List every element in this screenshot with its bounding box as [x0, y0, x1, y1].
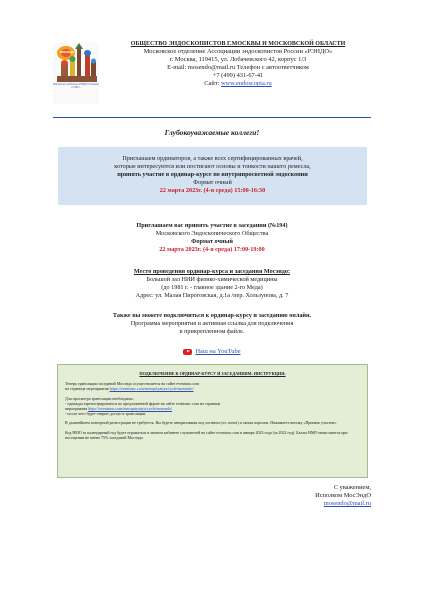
signoff-line-1: С уважением, [333, 484, 371, 491]
online-block [53, 312, 371, 336]
venue-address: Адрес: ул. Малая Пироговская, д.1а /пер. Хользунова, д. 7 [135, 292, 289, 299]
meeting-line-1: Приглашаем вас принять участие в заседании (№194) [136, 222, 288, 229]
org-phone: +7 (499) 431-67-41 [212, 72, 264, 80]
invite-line-2: которые интересуются или постигают основы и тонкости нашего ремесла, [114, 163, 311, 170]
meeting-block [53, 222, 371, 254]
event-page-link-1[interactable]: https://eventsmc.com/meropriyatiya/cycle/mosendo/ [109, 386, 194, 392]
meeting-line-2: Московского Эндоскопического Общества [155, 230, 269, 237]
venue-line-2: (до 1981 г. - главное здание 2-го Меда) [161, 284, 263, 291]
instructions-p1-text: Теперь трансляции заседаний Мосэндо осуществляется на сайте eventsmc.com [65, 381, 200, 387]
logo-caption: Московское отделение РЭНДО Основано в 1999 г. [53, 83, 99, 90]
online-line-3: в прикрепленном файле. [179, 328, 245, 335]
youtube-row [53, 348, 371, 355]
instructions-p2a-text: - однажды зарегистрироваться по предложенной форме на сайте eventsmc.com на странице [65, 400, 221, 406]
online-line-2: Программа мероприятия и активная ссылка для подключения [130, 320, 294, 327]
youtube-icon [183, 349, 192, 355]
greeting: Глубокоуважаемые коллеги! [164, 128, 260, 137]
invite-line-3: принять участие в ординар-курсе по внутрипросветной эндоскопии [117, 171, 308, 178]
org-address: г. Москва, 119415, ул. Лобачевского 42, корпус 1/3 [169, 56, 307, 64]
header [53, 40, 371, 106]
instructions-p1b-text: на странице мероприятия [65, 386, 109, 392]
instructions-box [57, 364, 368, 478]
instructions-p2-text: Для просмотра трансляции необходимо: [65, 395, 134, 401]
youtube-link[interactable]: Наш на YouTube [195, 348, 241, 355]
invite-line-1: Приглашаем ординаторов, а также всех сертифицированных врачей, [122, 155, 303, 162]
meeting-date: 22 марта 2023г. (4-я среда) 17:00-19:00 [159, 246, 265, 253]
online-line-1: Также вы можете подключиться к ординар-курсу и заседанию онлайн. [112, 312, 312, 319]
signoff-email-link[interactable]: mosendo@mail.ru [323, 500, 371, 508]
instructions-p3: В дальнейшем повторной регистрации не требуется. Вы будете авторизованы под логином (эл. почта) и своим паролем. Нажимаете кнопку «Принять участие». [65, 420, 338, 426]
header-divider [53, 117, 371, 118]
site-link[interactable]: www.endoscopia.ru [221, 80, 272, 88]
instructions-p2b-text: мероприятия [65, 406, 88, 412]
meeting-format: Формат очный [191, 238, 233, 245]
instructions-p1 [65, 381, 360, 391]
signoff [53, 484, 371, 509]
instructions-p2c-text: - после чего будет открыт доступ к трансляции. [65, 411, 147, 417]
org-site-line [105, 80, 371, 88]
venue-title: Место проведения ординар-курса и заседания Мосэндо: [133, 268, 291, 275]
signoff-line-2: Исполком МосЭндО [315, 492, 371, 500]
org-title: ОБЩЕСТВО ЭНДОСКОПИСТОВ Г.МОСКВЫ И МОСКОВСКОЙ ОБЛАСТИ [130, 41, 346, 47]
instructions-p2 [65, 396, 360, 417]
invite-date: 22 марта 2023г. (4-я среда) 15:00-16:30 [159, 187, 266, 194]
instructions-title: ПОДКЛЮЧЕНИЕ К ОРДИНАР-КУРСУ И ЗАСЕДАНИЯМ. ИНСТРУКЦИЯ: [139, 371, 286, 376]
invite-format: Формат очный [193, 179, 232, 186]
venue-block [53, 268, 371, 300]
site-label: Сайт: [204, 80, 220, 88]
org-email-line: E-mail: mosendo@mail.ru Телефон с автоответчиком [167, 64, 309, 72]
event-page-link-2[interactable]: https://eventsmc.com/meropriyatiya/cycle/mosendo/ [88, 406, 173, 412]
logo-text: мосэндо [59, 50, 75, 54]
venue-line-1: Большой зал НИИ физико-химической медицины [146, 276, 278, 283]
instructions-p4: Код НМО за календарный год будет отражаться в личном кабинете слушателей на сайте eventsmc.com в январе 2023 года (за 2022 год). Баллы НМО начисляются при посещении не менее 75% заседаний Мосэндо. [65, 429, 348, 440]
org-subtitle: Московское отделение Ассоциации эндоскопистов России «РЭНДО» [143, 48, 333, 56]
ordinar-course-box [58, 147, 367, 205]
org-info [105, 40, 371, 89]
